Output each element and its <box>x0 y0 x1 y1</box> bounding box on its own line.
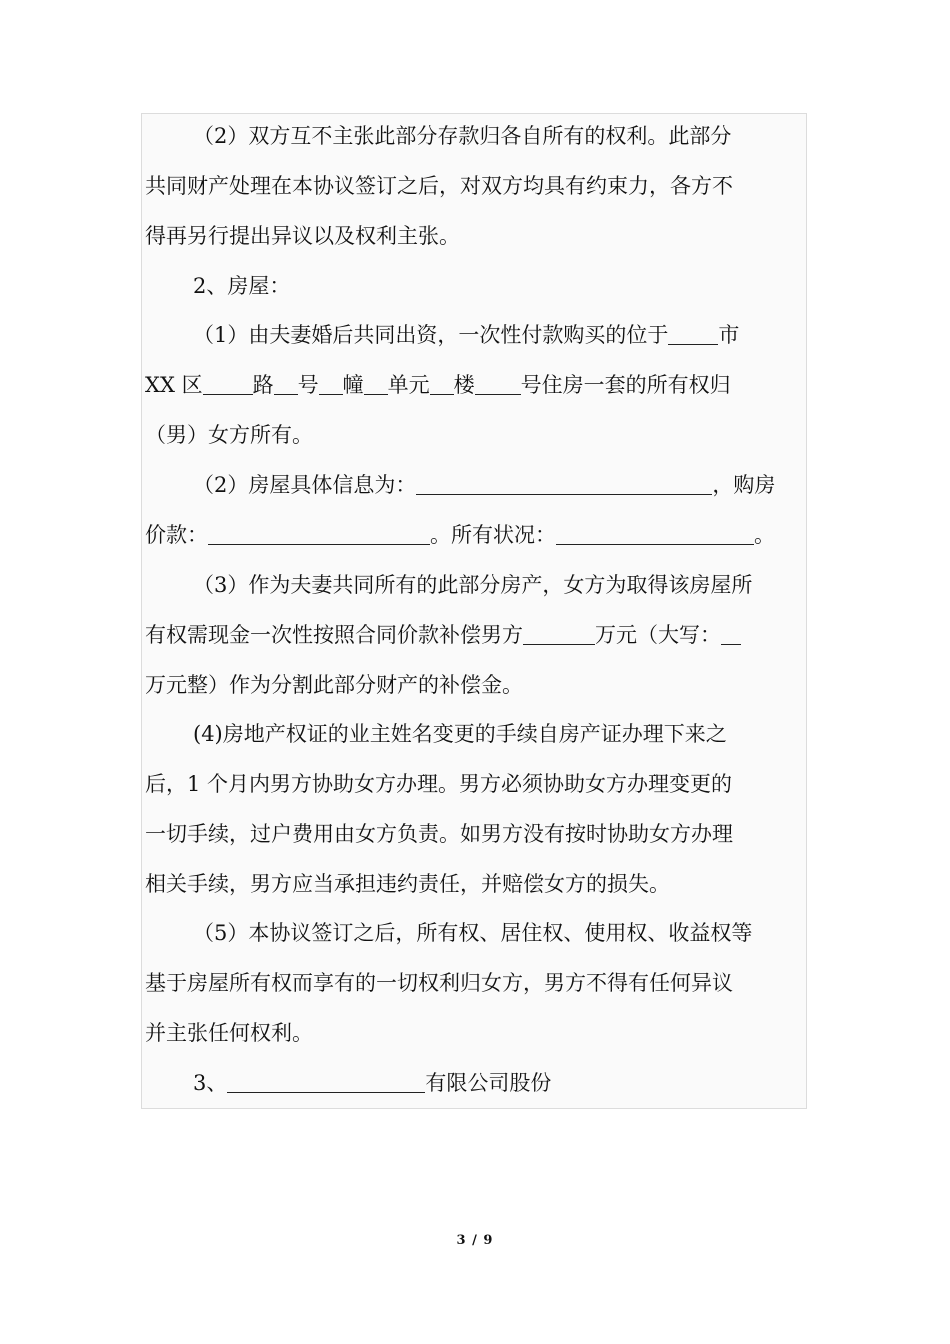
blank-field <box>430 370 454 395</box>
blank-field <box>523 620 595 645</box>
document-frame <box>141 113 807 1109</box>
paragraph-line: 有权需现金一次性按照合同价款补偿男方 万元（大写： <box>145 620 805 650</box>
blank-field <box>203 370 253 395</box>
paragraph-line: 共同财产处理在本协议签订之后，对双方均具有约束力，各方不 <box>145 174 733 198</box>
paragraph-line: （5）本协议签订之后，所有权、居住权、使用权、收益权等 <box>193 921 753 945</box>
paragraph-line: （男）女方所有。 <box>145 423 313 447</box>
section-heading-housing: 2、房屋： <box>193 274 291 298</box>
paragraph-line: （2）双方互不主张此部分存款归各自所有的权利。此部分 <box>193 124 732 148</box>
paragraph-line: （2）房屋具体信息为： ，购房 <box>193 470 805 500</box>
blank-field <box>319 370 343 395</box>
section-heading-company-shares: 3、 有限公司股份 <box>193 1068 805 1098</box>
paragraph-line: 万元整）作为分割此部分财产的补偿金。 <box>145 673 523 697</box>
blank-field <box>668 320 718 345</box>
paragraph-line: (4)房地产权证的业主姓名变更的手续自房产证办理下来之 <box>193 722 727 746</box>
blank-field <box>364 370 388 395</box>
paragraph-line: 基于房屋所有权而享有的一切权利归女方，男方不得有任何异议 <box>145 971 733 995</box>
paragraph-line: （1）由夫妻婚后共同出资，一次性付款购买的位于 市 <box>193 320 805 350</box>
paragraph-line: 相关手续，男方应当承担违约责任，并赔偿女方的损失。 <box>145 872 670 896</box>
paragraph-line: （3）作为夫妻共同所有的此部分房产，女方为取得该房屋所 <box>193 573 753 597</box>
paragraph-line: XX 区 路 号 幢 单元 楼 号住房一套的所有权归 <box>145 370 805 400</box>
paragraph-line: 价款： 。所有状况： 。 <box>145 520 805 550</box>
blank-field <box>227 1068 425 1093</box>
paragraph-line: 后，1 个月内男方协助女方办理。男方必须协助女方办理变更的 <box>145 772 733 796</box>
blank-field <box>274 370 298 395</box>
paragraph-line: 并主张任何权利。 <box>145 1021 313 1045</box>
blank-field <box>556 520 754 545</box>
blank-field <box>208 520 430 545</box>
blank-field <box>475 370 521 395</box>
blank-field <box>721 620 741 645</box>
paragraph-line: 得再另行提出异议以及权利主张。 <box>145 224 460 248</box>
paragraph-line: 一切手续，过户费用由女方负责。如男方没有按时协助女方办理 <box>145 822 733 846</box>
blank-field <box>416 470 712 495</box>
page-number: 3 / 9 <box>456 1233 494 1248</box>
